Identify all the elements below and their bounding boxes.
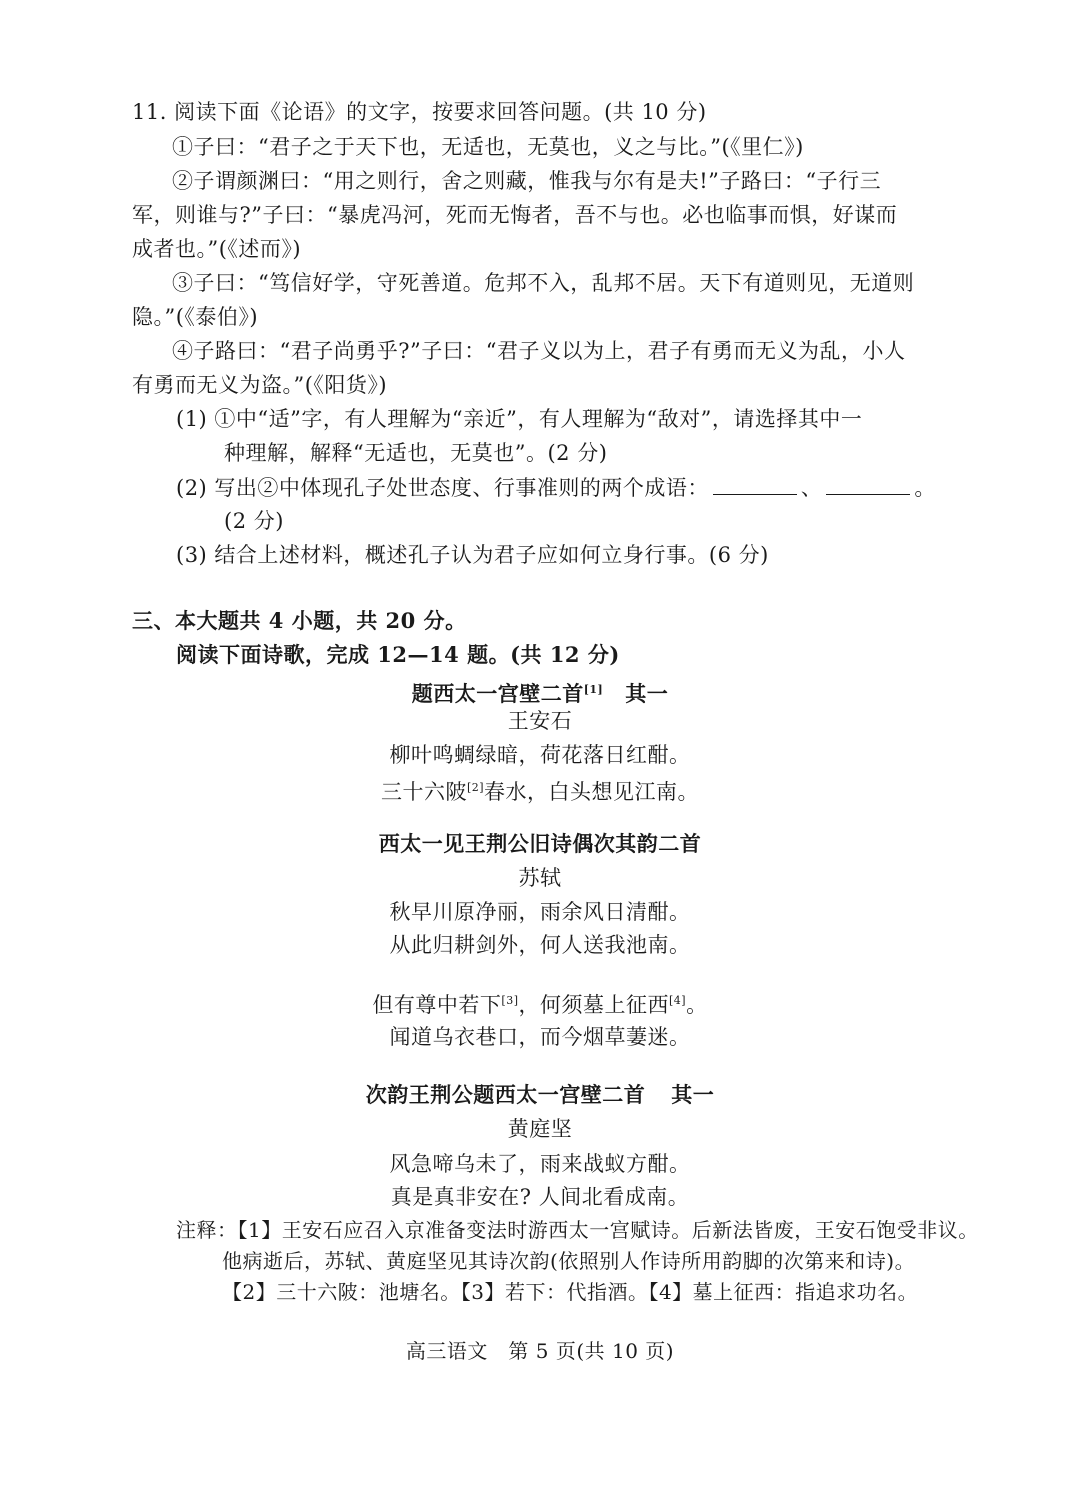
q11-sub2-end: 。 — [914, 476, 936, 500]
poem-2-line-3-b: ，何须墓上征西 — [518, 993, 669, 1017]
poem-1-line-2-a: 三十六陂 — [380, 780, 467, 804]
note-1-line-1: 注释：【1】王安石应召入京准备变法时游西太一宫赋诗。后新法皆废，王安石饱受非议。 — [176, 1218, 979, 1242]
poem-3-title — [0, 1080, 1080, 1110]
poem-1-note-mark: [1] — [583, 683, 604, 696]
poem-2-author: 苏轼 — [518, 866, 562, 890]
poem-2-line-3-a: 但有尊中若下 — [372, 993, 502, 1017]
poem-1-line-1: 柳叶鸣蜩绿暗，荷花落日红酣。 — [389, 743, 691, 767]
poem-3-title-suffix: 其一 — [671, 1082, 715, 1107]
q11-passage-3-line-1: ③子曰：“笃信好学，守死善道。危邦不入，乱邦不居。天下有道则见，无道则 — [172, 271, 915, 295]
q11-passage-1: ①子曰：“君子之于天下也，无适也，无莫也，义之与比。”(《里仁》) — [172, 135, 804, 159]
notes-2-4: 【2】三十六陂：池塘名。【3】若下：代指酒。【4】墓上征西：指追求功名。 — [222, 1280, 919, 1304]
poem-1-title-suffix: 其一 — [625, 681, 669, 706]
poem-2-line-3 — [0, 986, 1080, 1020]
q11-sub1-line-2: 种理解，解释“无适也，无莫也”。(2 分) — [224, 441, 608, 465]
poem-1-author: 王安石 — [507, 709, 573, 733]
poem-2-line-2: 从此归耕剑外，何人送我池南。 — [389, 933, 691, 957]
poem-3-title-text: 次韵王荆公题西太一宫壁二首 — [365, 1082, 646, 1107]
poem-2-line-3-note-mark-2: [4] — [669, 994, 687, 1007]
q11-sub1-line-1: (1) ①中“适”字，有人理解为“亲近”，有人理解为“敌对”，请选择其中一 — [176, 407, 863, 431]
answer-blank-2[interactable] — [826, 474, 910, 495]
q11-passage-2-line-2: 军，则谁与?”子曰：“暴虎冯河，死而无悔者，吾不与也。必也临事而惧，好谋而 — [132, 203, 898, 227]
q11-stem: 11. 阅读下面《论语》的文字，按要求回答问题。(共 10 分) — [132, 100, 707, 124]
poem-2-line-1: 秋早川原净丽，雨余风日清酣。 — [389, 900, 691, 924]
poem-1-title — [0, 675, 1080, 709]
poem-2-line-3-c: 。 — [686, 993, 708, 1017]
q11-passage-2-line-1: ②子谓颜渊曰：“用之则行，舍之则藏，惟我与尔有是夫!”子路曰：“子行三 — [172, 169, 882, 193]
poem-1-line-2-note-mark: [2] — [466, 781, 485, 794]
poem-2-title: 西太一见王荆公旧诗偶次其韵二首 — [378, 831, 702, 856]
poem-3-line-1: 风急啼乌未了，雨来战蚁方酣。 — [389, 1152, 691, 1176]
q11-sub2-score: (2 分) — [224, 509, 284, 533]
q11-passage-2-line-3: 成者也。”(《述而》) — [132, 237, 302, 261]
poem-2-line-3-note-mark: [3] — [501, 994, 519, 1007]
q11-passage-3-line-2: 隐。”(《泰伯》) — [132, 305, 259, 329]
q11-sub3: (3) 结合上述材料，概述孔子认为君子应如何立身行事。(6 分) — [176, 543, 769, 567]
q11-sub2-line-1 — [176, 473, 936, 503]
poem-1-line-2 — [0, 773, 1080, 807]
q11-passage-4-line-2: 有勇而无义为盗。”(《阳货》) — [132, 373, 388, 397]
poem-1-title-text: 题西太一宫壁二首 — [411, 681, 584, 706]
page-footer: 高三语文 第 5 页(共 10 页) — [405, 1339, 675, 1363]
note-1-line-2: 他病逝后，苏轼、黄庭坚见其诗次韵(依照别人作诗所用韵脚的次第来和诗)。 — [222, 1249, 916, 1273]
section-3-heading: 三、本大题共 4 小题，共 20 分。 — [132, 608, 467, 633]
poem-1-line-2-b: 春水，白头想见江南。 — [484, 780, 700, 804]
poem-3-line-2: 真是真非安在? 人间北看成南。 — [390, 1185, 690, 1209]
poem-3-author: 黄庭坚 — [507, 1117, 573, 1141]
q11-sub2-separator: 、 — [800, 476, 823, 500]
section-3-intro: 阅读下面诗歌，完成 12—14 题。(共 12 分) — [176, 642, 620, 667]
q11-sub2-text: (2) 写出②中体现孔子处世态度、行事准则的两个成语： — [176, 476, 709, 500]
q11-passage-4-line-1: ④子路曰：“君子尚勇乎?”子曰：“君子义以为上，君子有勇而无义为乱，小人 — [172, 339, 906, 363]
answer-blank-1[interactable] — [713, 474, 797, 495]
poem-2-line-4: 闻道乌衣巷口，而今烟草萋迷。 — [389, 1025, 691, 1049]
